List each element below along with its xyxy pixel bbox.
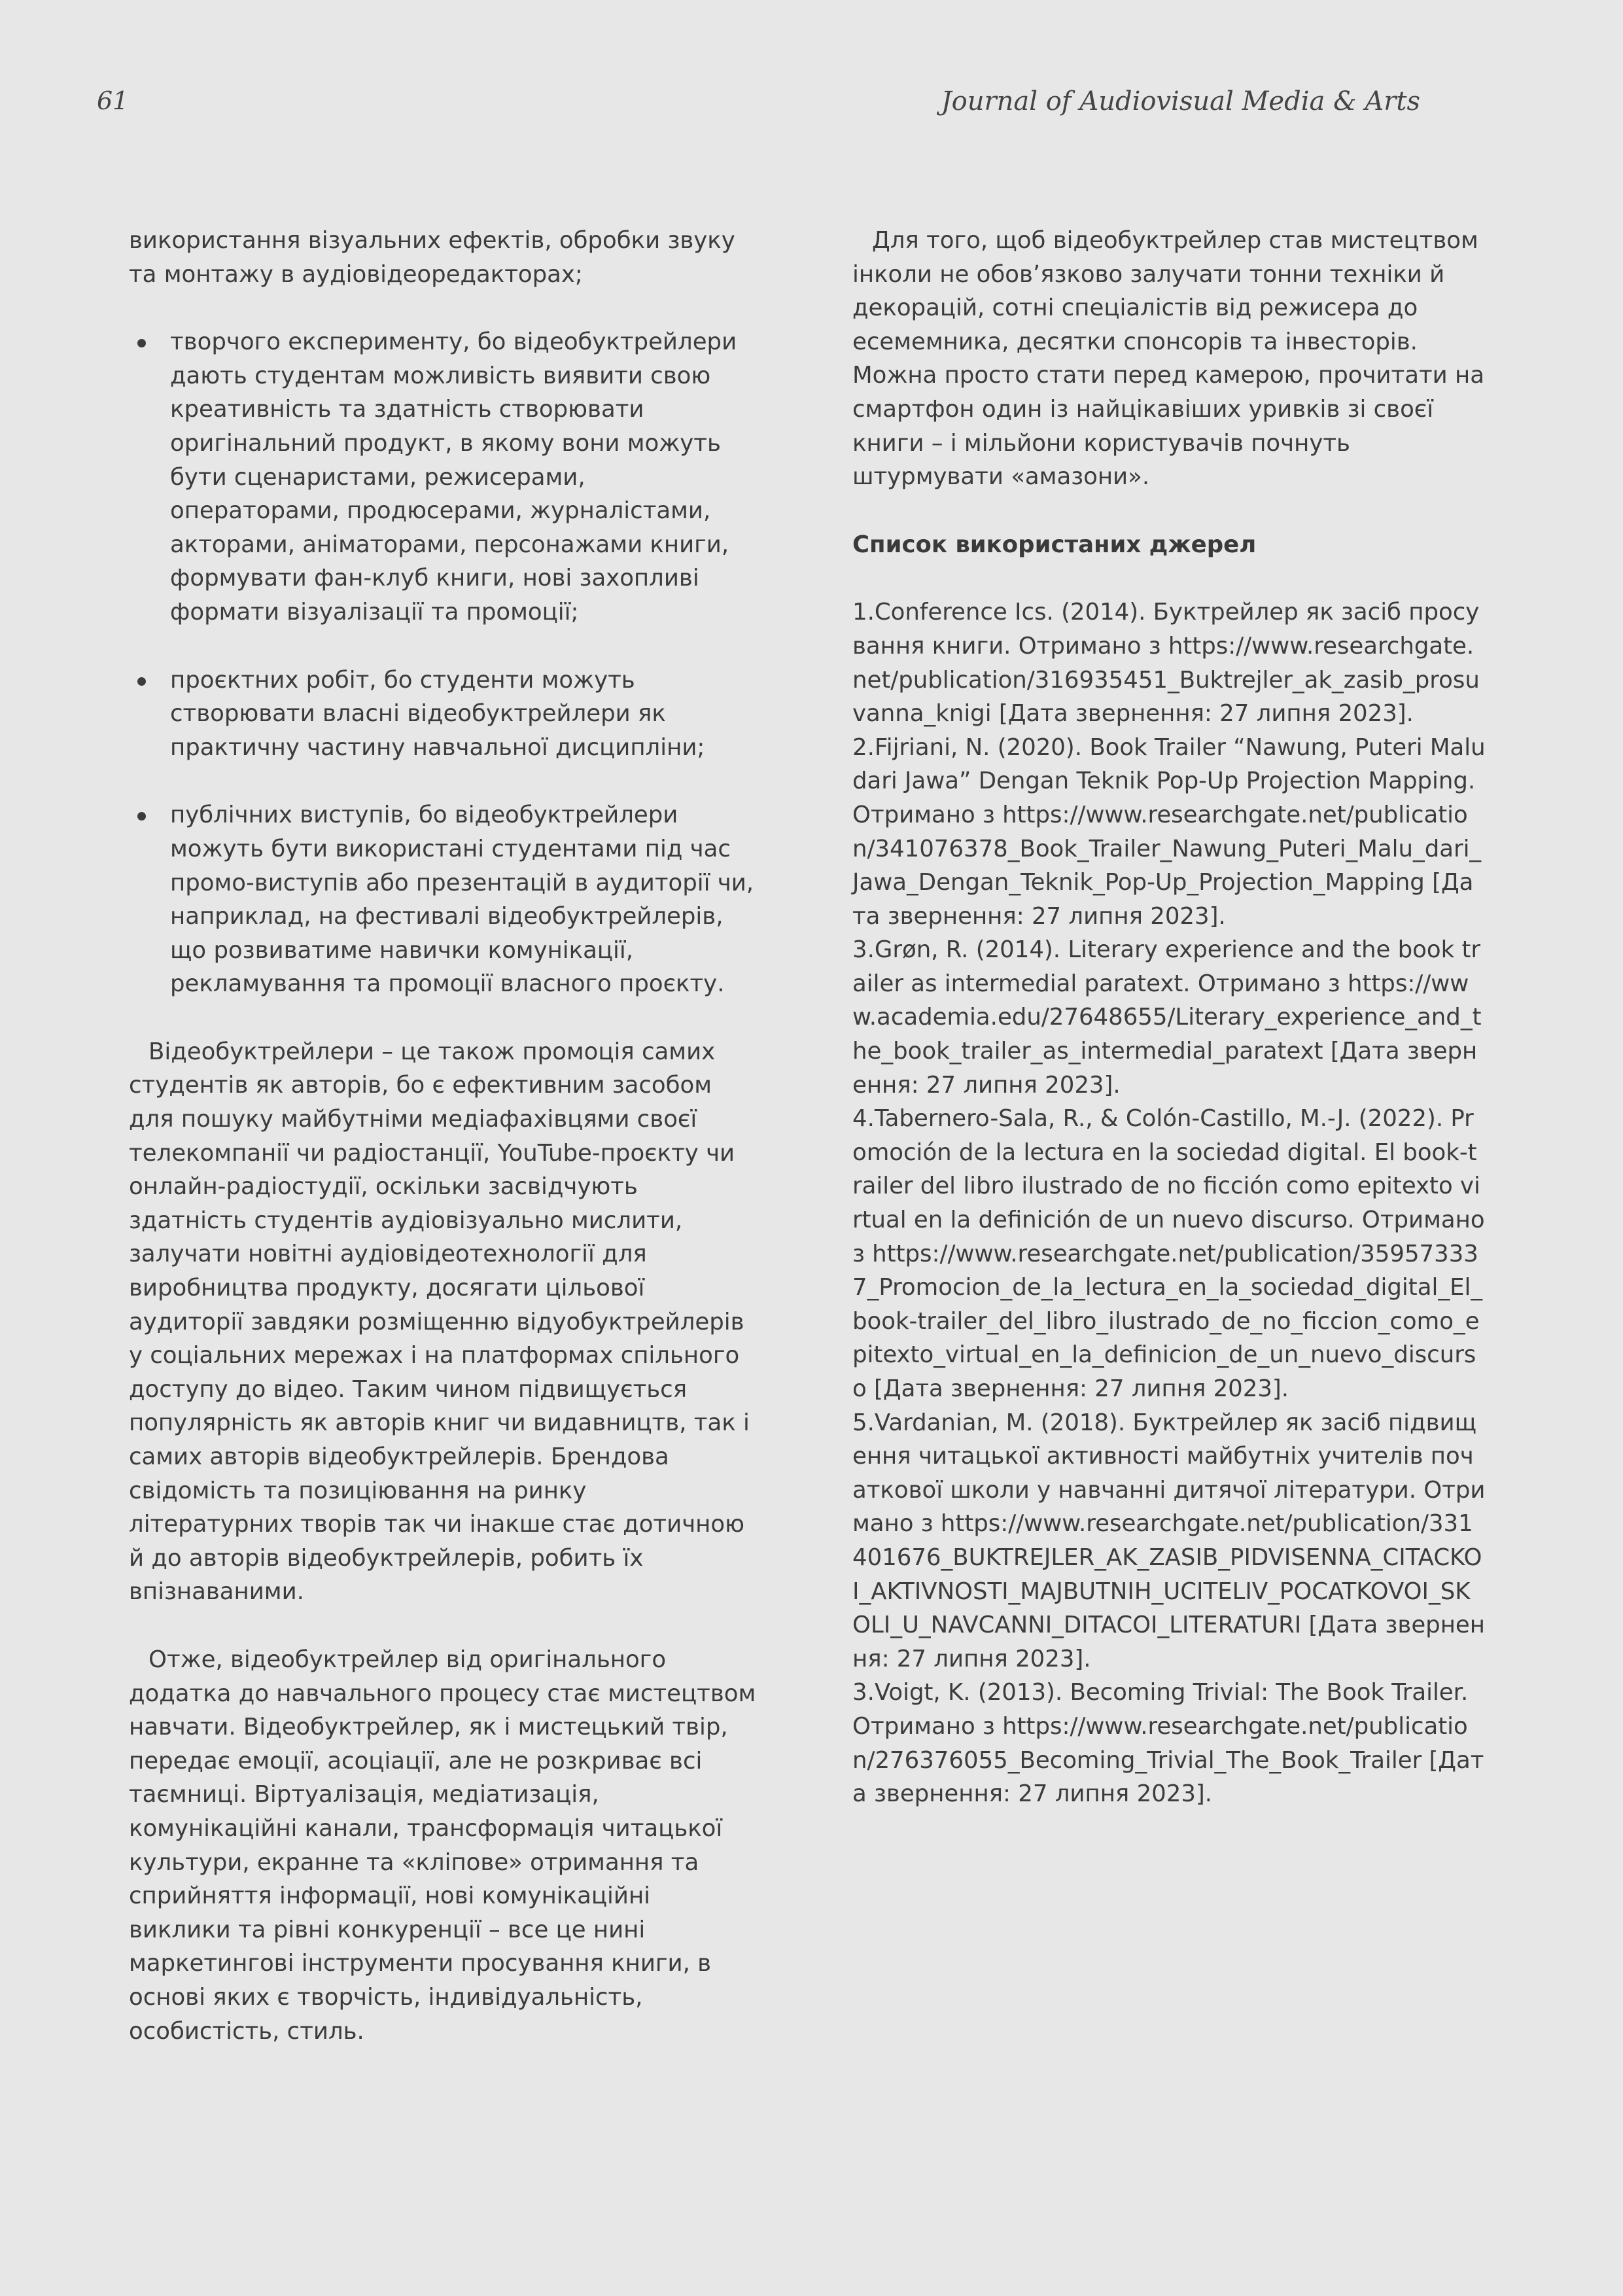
reference-item: 3.Grøn, R. (2014). Literary experience and the book trailer as intermedial paratext. Отримано з https://www.academia.edu/27648655/Literary_experience_and_the_book_trailer_as_intermedial_paratext [Дата звернення: 27 липня 2023].: [852, 936, 1482, 1099]
journal-title: Journal of Audiovisual Media & Arts: [941, 86, 1420, 116]
bullet-icon: [137, 339, 146, 347]
reference-item: 3.Voigt, K. (2013). Becoming Trivial: The Book Trailer. Отримано з https://www.researchgate.net/publication/276376055_Becoming_Trivial_The_Book_Trailer [Дата звернення: 27 липня 2023].: [852, 1679, 1484, 1808]
right-column: [852, 224, 1486, 1811]
bullet-icon: [137, 812, 146, 821]
reference-item: 5.Vardanian, M. (2018). Буктрейлер як засіб підвищення читацької активності майбутніх учителів початкової школи у навчанні дитячої літератури. Отримано з https://www.researchgate.net/publication/331401676_BUKTREJLER_AK_ZASIB_PIDVISENNA_CITACKOI_AKTIVNOSTI_MAJBUTNIH_UCITELIV_POCATKOVOI_SKOLI_U_NAVCANNI_DITACOI_LITERATURI [Дата звернення: 27 липня 2023].: [852, 1409, 1486, 1672]
body-paragraph: Отже, відеобуктрейлер від оригінального додатка до навчального процесу стає мистецтвом навчати. Відеобуктрейлер, як і мистецький твір, передає емоції, асоціації, але не розкриває всі таємниці. Віртуалізація, медіатизація, комунікаційні канали, трансформація читацької культури, екранне та «кліпове» отримання та сприйняття інформації, нові комунікаційні виклики та рівні конкуренції – все це нині маркетингові інструменти просування книги, в основі яких є творчість, індивідуальність, особистість, стиль.: [129, 1646, 756, 2045]
reference-item: 1.Conference Ics. (2014). Буктрейлер як засіб просування книги. Отримано з https://www.researchgate.net/publication/316935451_Buktrejler_ak_zasib_prosuvanna_knigi [Дата звернення: 27 липня 2023].: [852, 599, 1480, 728]
list-item: публічних виступів, бо відеобуктрейлери можуть бути використані студентами під час промо-виступів або презентацій в аудиторії чи, наприклад, на фестивалі відеобуктрейлерів, що розвиватиме навички комунікації, рекламування та промоції власного проєкту.: [129, 798, 757, 1001]
intro-fragment: використання візуальних ефектів, обробки звуку та монтажу в аудіовідеоредакторах;: [129, 227, 735, 288]
page-number: 61: [97, 86, 129, 115]
body-paragraph: Відеобуктрейлери – це також промоція самих студентів як авторів, бо є ефективним засобом для пошуку майбутніми медіафахівцями своєї телекомпанії чи радіостанції, YouTube-проєкту чи онлайн-радіостудії, оскільки засвідчують здатність студентів аудіовізуально мислити, залучати новітні аудіовідеотехнології для виробництва продукту, досягати цільової аудиторії завдяки розміщенню відуобуктрейлерів у соціальних мережах і на платформах спільного доступу до відео. Таким чином підвищується популярність як авторів книг чи видавництв, так і самих авторів відеобуктрейлерів. Брендова свідомість та позиціювання на ринку літературних творів так чи інакше стає дотичною й до авторів відеобуктрейлерів, робить їх впізнаваними.: [129, 1038, 750, 1606]
list-item: проєктних робіт, бо студенти можуть створювати власні відеобуктрейлери як практичну частину навчальної дисципліни;: [129, 663, 757, 765]
reference-item: 2.Fijriani, N. (2020). Book Trailer “Nawung, Puteri Malu dari Jawa” Dengan Teknik Pop-Up Projection Mapping. Отримано з https://www.researchgate.net/publication/341076378_Book_Trailer_Nawung_Puteri_Malu_dari_Jawa_Dengan_Teknik_Pop-Up_Projection_Mapping [Дата звернення: 27 липня 2023].: [852, 733, 1486, 930]
references-heading: Список використаних джерел: [852, 531, 1257, 558]
list-item: творчого експерименту, бо відеобуктрейлери дають студентам можливість виявити свою креативність та здатність створювати оригінальний продукт, в якому вони можуть бути сценаристами, режисерами, операторами, продюсерами, журналістами, акторами, аніматорами, персонажами книги, формувати фан-клуб книги, нові захопливі формати візуалізації та промоції;: [129, 325, 757, 629]
body-paragraph: Для того, щоб відеобуктрейлер став мистецтвом інколи не обов’язково залучати тонни техніки й декорацій, сотні спеціалістів від режисера до есемемника, десятки спонсорів та інвесторів. Можна просто стати перед камерою, прочитати на смартфон один із найцікавіших уривків зі своєї книги – і мільйони користувачів почнуть штурмувати «амазони».: [852, 227, 1484, 491]
left-column: [129, 224, 757, 2048]
reference-list: [852, 595, 1486, 1810]
bullet-icon: [137, 677, 146, 686]
reference-item: 4.Tabernero-Sala, R., & Colón-Castillo, M.-J. (2022). Promoción de la lectura en la sociedad digital. El book-trailer del libro ilustrado de no ficción como epitexto virtual en la definición de un nuevo discurso. Отримано з https://www.researchgate.net/publication/359573337_Promocion_de_la_lectura_en_la_sociedad_digital_El_book-trailer_del_libro_ilustrado_de_no_ficcion_como_epitexto_virtual_en_la_definicion_de_un_nuevo_discurso [Дата звернення: 27 липня 2023].: [852, 1105, 1485, 1402]
page-header: [0, 86, 1623, 126]
bullet-list: [129, 325, 757, 1001]
